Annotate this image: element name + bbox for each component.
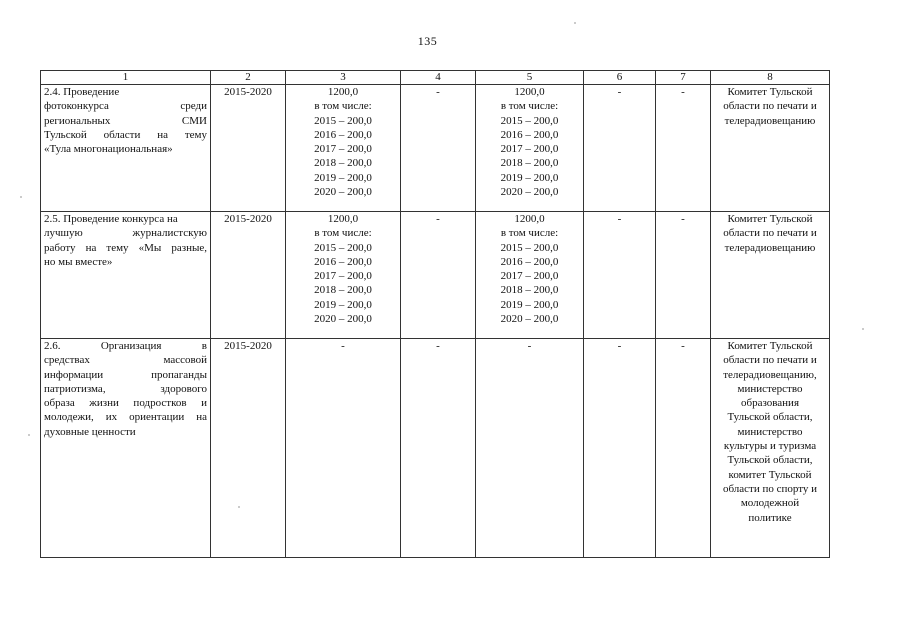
text-line: образования xyxy=(740,397,800,410)
funding-line: 2019 – 200,0 xyxy=(314,298,372,311)
funding-line: 2016 – 200,0 xyxy=(314,255,372,268)
period-cell: 2015-2020 xyxy=(211,339,286,558)
program-table xyxy=(40,70,830,558)
text-line: информации пропаганды xyxy=(44,368,207,381)
executor-cell xyxy=(711,85,830,212)
funding-line: 2018 – 200,0 xyxy=(500,157,559,170)
text-line: «Тула многонациональная» xyxy=(44,143,173,156)
column-6-cell: - xyxy=(584,339,656,558)
funding-total-cell xyxy=(286,212,401,339)
text-line: 2.5. Проведение конкурса на xyxy=(44,213,178,225)
text-line: региональных СМИ xyxy=(44,114,207,127)
table-row xyxy=(41,339,830,558)
period-cell: 2015-2020 xyxy=(211,212,286,339)
activity-name-cell xyxy=(41,85,211,212)
funding-line: 2020 – 200,0 xyxy=(500,186,559,199)
scan-speck xyxy=(862,328,864,330)
text-line: образа жизни подростков и xyxy=(44,397,207,410)
column-header: 1 xyxy=(41,71,211,85)
column-header: 2 xyxy=(211,71,286,85)
text-line: телерадиовещанию xyxy=(724,241,816,254)
column-7-cell: - xyxy=(656,85,711,212)
text-line: телерадиовещанию, xyxy=(723,368,817,381)
text-line: Тульской области на тему xyxy=(44,128,207,141)
funding-line: 1200,0 xyxy=(514,213,545,225)
column-4-cell: - xyxy=(401,212,476,339)
text-line: работу на тему «Мы разные, xyxy=(44,241,207,254)
funding-line: 1200,0 xyxy=(327,213,359,225)
funding-line: в том числе: xyxy=(314,227,372,240)
funding-line: 2015 – 200,0 xyxy=(500,241,559,254)
text-line: министерство xyxy=(737,425,803,438)
executor-cell xyxy=(711,212,830,339)
text-line: культуры и туризма xyxy=(723,440,817,453)
column-5-cell xyxy=(476,212,584,339)
column-5-cell xyxy=(476,85,584,212)
column-6-cell: - xyxy=(584,85,656,212)
text-line: политике xyxy=(748,511,792,524)
funding-line: 2017 – 200,0 xyxy=(314,270,372,283)
funding-line: в том числе: xyxy=(500,227,559,240)
activity-name-cell xyxy=(41,339,211,558)
scan-speck xyxy=(20,196,22,198)
funding-line: 1200,0 xyxy=(514,86,545,98)
text-line: патриотизма, здорового xyxy=(44,382,207,395)
text-line: 2.4. Проведение xyxy=(44,86,120,98)
text-line: области по печати и xyxy=(723,354,817,367)
text-line: Тульской области, xyxy=(727,411,813,424)
funding-line: в том числе: xyxy=(500,100,559,113)
column-5-cell: - xyxy=(476,339,584,558)
column-header: 4 xyxy=(401,71,476,85)
funding-line: 2019 – 200,0 xyxy=(314,171,372,184)
funding-line: 2018 – 200,0 xyxy=(500,284,559,297)
funding-line: 2018 – 200,0 xyxy=(314,157,372,170)
text-line: области по спорту и xyxy=(722,482,818,495)
funding-total-cell: - xyxy=(286,339,401,558)
text-line: Тульской области, xyxy=(727,454,813,467)
funding-line: 2019 – 200,0 xyxy=(500,298,559,311)
funding-line: 2015 – 200,0 xyxy=(500,114,559,127)
funding-line: 2018 – 200,0 xyxy=(314,284,372,297)
text-line: молодежной xyxy=(740,497,800,510)
text-line: Комитет Тульской xyxy=(727,340,813,352)
column-number-row xyxy=(41,71,830,85)
page-number: 135 xyxy=(417,34,438,48)
text-line: 2.6. Организация в xyxy=(44,340,207,352)
text-line: фотоконкурса среди xyxy=(44,100,207,113)
period-cell: 2015-2020 xyxy=(211,85,286,212)
text-line: молодежи, их ориентации на xyxy=(44,411,207,424)
text-line: Комитет Тульской xyxy=(727,86,813,98)
funding-line: 2016 – 200,0 xyxy=(500,128,559,141)
funding-line: 2020 – 200,0 xyxy=(500,313,559,326)
column-header: 6 xyxy=(584,71,656,85)
column-6-cell: - xyxy=(584,212,656,339)
text-line: области по печати и xyxy=(723,227,817,240)
column-7-cell: - xyxy=(656,212,711,339)
executor-cell xyxy=(711,339,830,558)
funding-line: 2017 – 200,0 xyxy=(500,143,559,156)
text-line: но мы вместе» xyxy=(44,255,113,268)
funding-line: 1200,0 xyxy=(327,86,359,98)
text-line: комитет Тульской xyxy=(728,468,812,481)
funding-line: 2015 – 200,0 xyxy=(314,114,372,127)
column-4-cell: - xyxy=(401,339,476,558)
funding-line: 2015 – 200,0 xyxy=(314,241,372,254)
funding-line: 2017 – 200,0 xyxy=(500,270,559,283)
text-line: Комитет Тульской xyxy=(727,213,813,225)
table-row xyxy=(41,212,830,339)
funding-line: 2016 – 200,0 xyxy=(500,255,559,268)
activity-name-cell xyxy=(41,212,211,339)
column-4-cell: - xyxy=(401,85,476,212)
text-line: министерство xyxy=(737,382,803,395)
funding-line: 2020 – 200,0 xyxy=(314,186,372,199)
column-header: 5 xyxy=(476,71,584,85)
funding-line: 2017 – 200,0 xyxy=(314,143,372,156)
column-header: 8 xyxy=(711,71,830,85)
text-line: области по печати и xyxy=(723,100,817,113)
text-line: средствах массовой xyxy=(44,354,207,367)
funding-line: в том числе: xyxy=(314,100,372,113)
text-line: духовные ценности xyxy=(44,425,136,438)
column-header: 3 xyxy=(286,71,401,85)
text-line: лучшую журналистскую xyxy=(44,227,207,240)
funding-line: 2019 – 200,0 xyxy=(500,171,559,184)
funding-line: 2016 – 200,0 xyxy=(314,128,372,141)
table-row xyxy=(41,85,830,212)
funding-total-cell xyxy=(286,85,401,212)
column-7-cell: - xyxy=(656,339,711,558)
column-header: 7 xyxy=(656,71,711,85)
scan-speck xyxy=(28,434,30,436)
text-line: телерадиовещанию xyxy=(724,114,816,127)
funding-line: 2020 – 200,0 xyxy=(314,313,372,326)
scan-speck xyxy=(238,506,240,508)
scan-speck xyxy=(574,22,576,24)
